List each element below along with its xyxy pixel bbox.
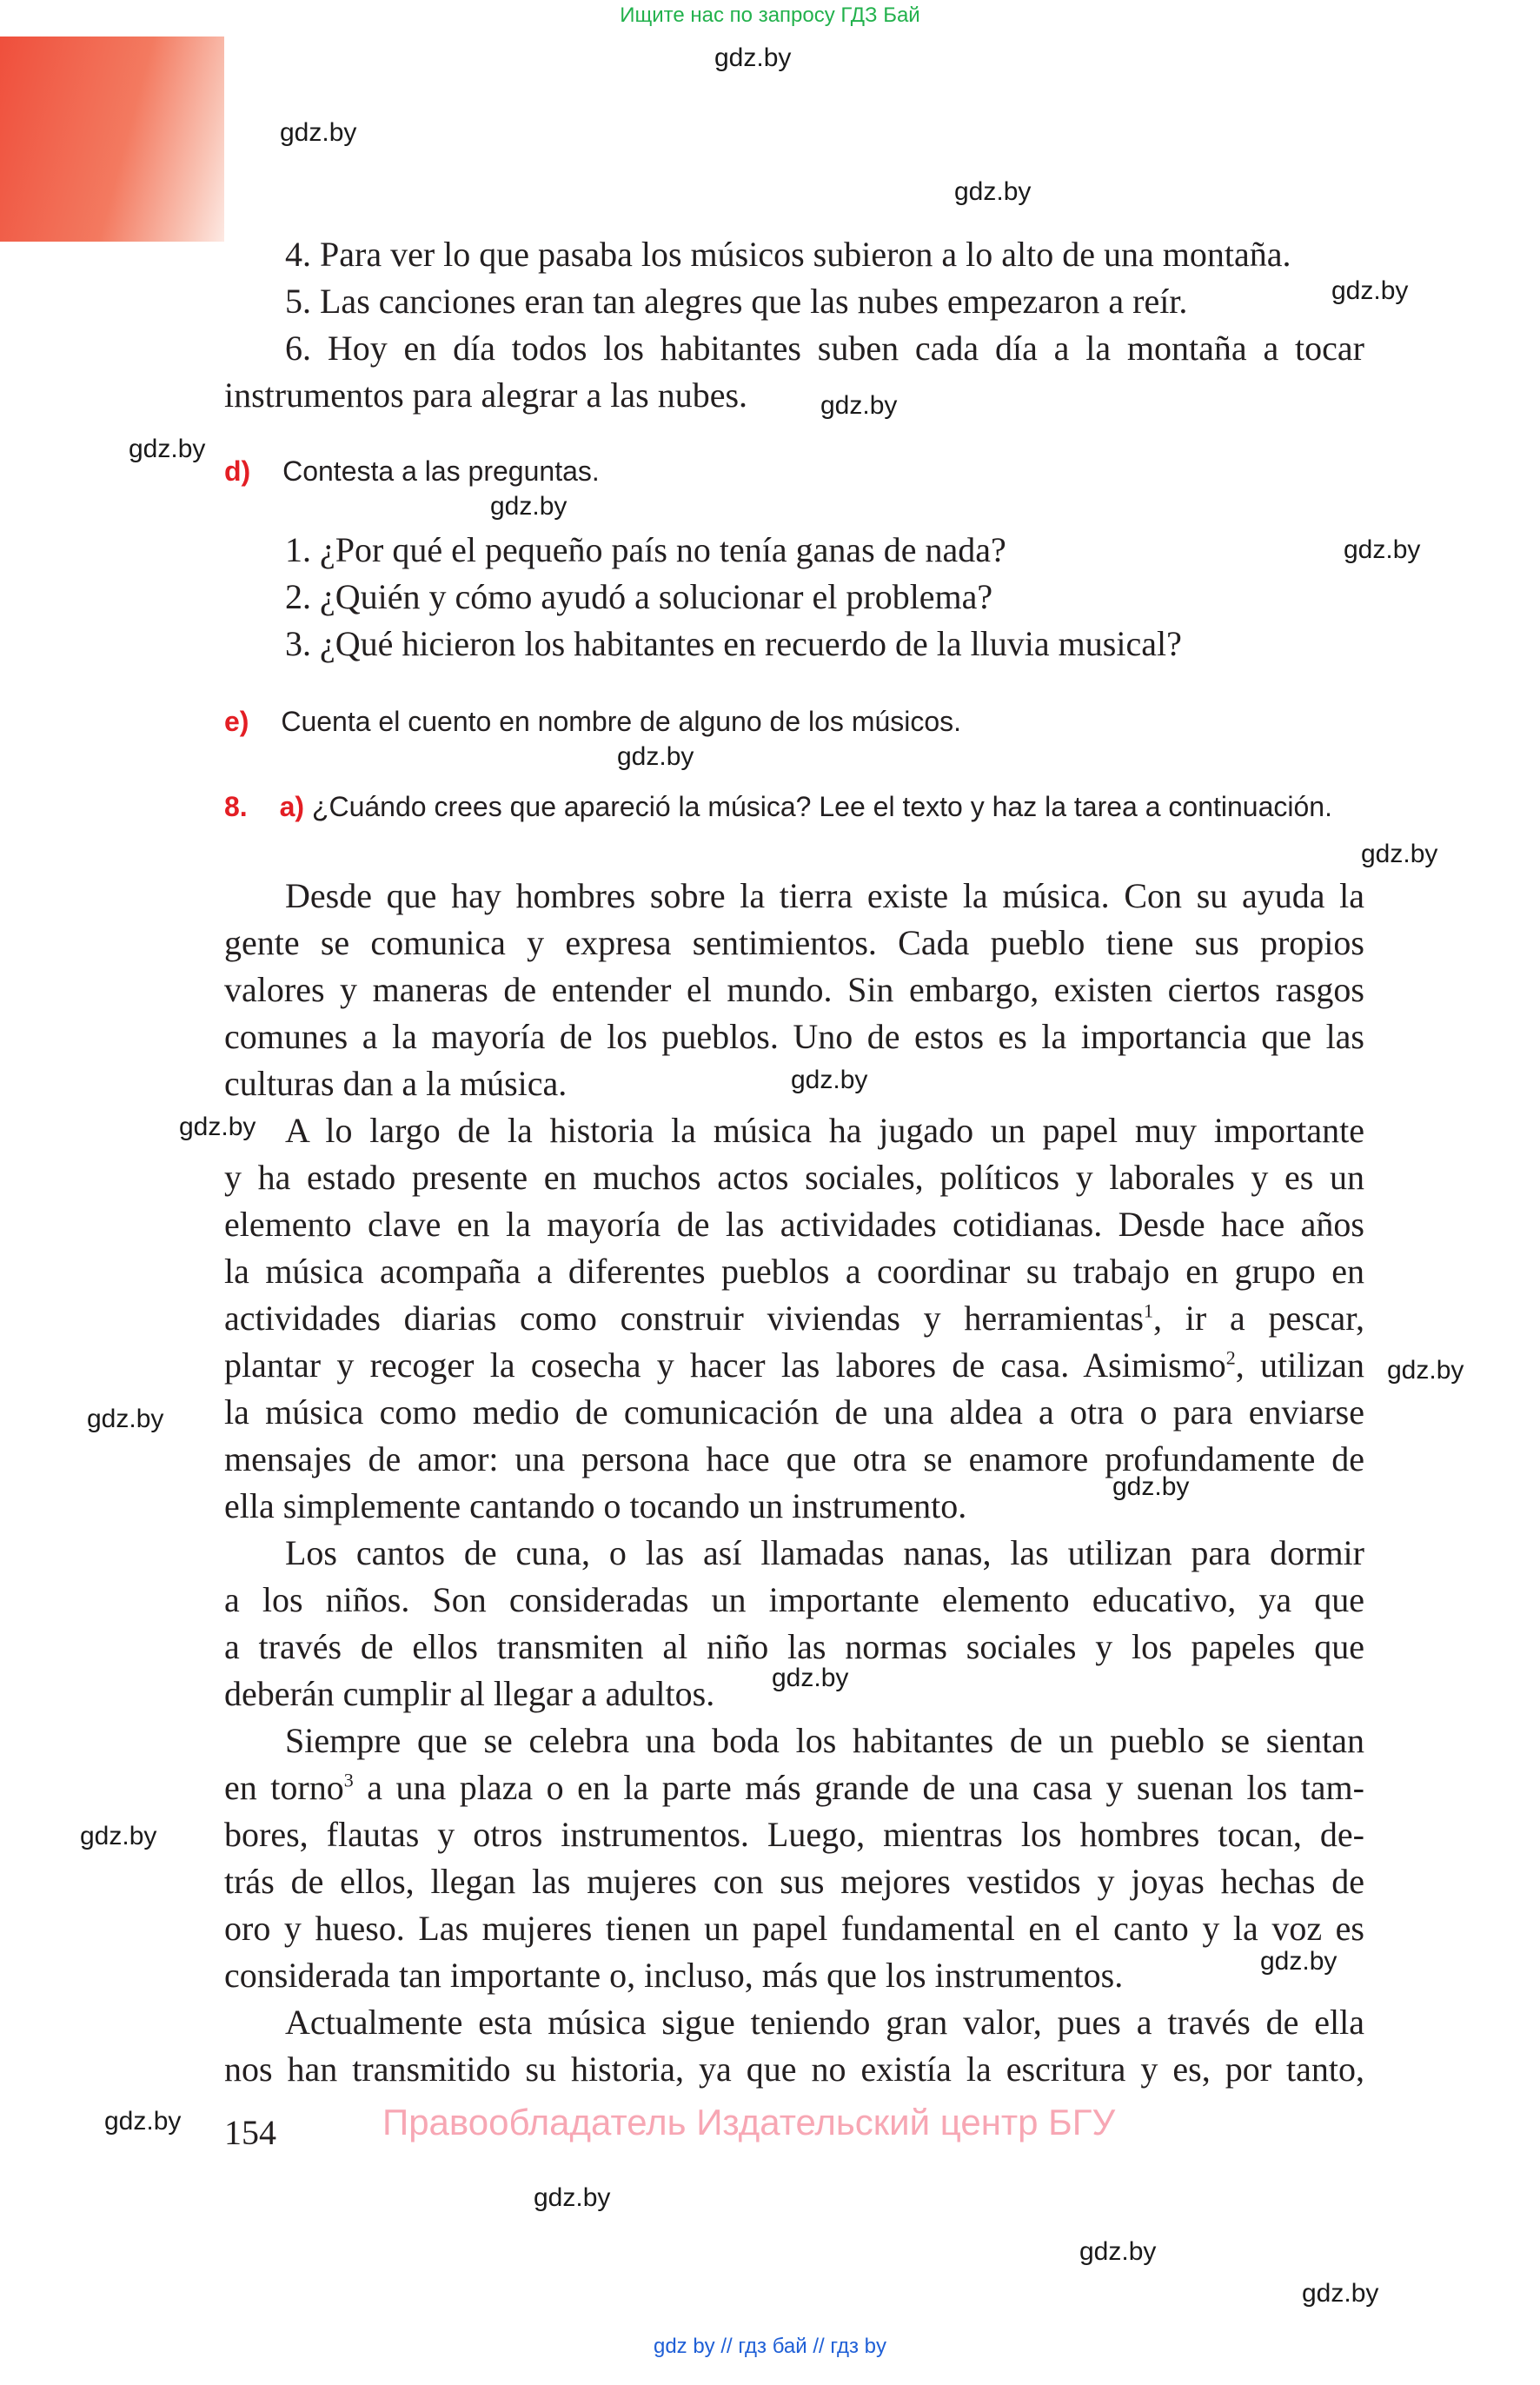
text-line — [224, 1295, 1364, 1342]
task-d-text: Contesta a las preguntas. — [282, 455, 600, 487]
watermark: gdz.by — [490, 492, 568, 521]
watermark: gdz.by — [104, 2107, 182, 2136]
watermark: gdz.by — [714, 43, 792, 72]
task-e — [224, 706, 961, 738]
text-line: la música como medio de comunicación de una aldea a otra o para enviarse — [224, 1392, 1364, 1432]
text-line: bores, flautas y otros instrumentos. Luego, mientras los hombres tocan, de- — [224, 1815, 1364, 1854]
text-line: a través de ellos transmiten al niño las normas sociales y los papeles que — [224, 1627, 1364, 1666]
text-line: considerada tan importante o, incluso, más que los instrumentos. — [224, 1956, 1124, 1995]
footnote-ref: 2 — [1225, 1346, 1236, 1369]
task-8-number: 8. — [224, 791, 248, 822]
watermark: gdz.by — [1112, 1472, 1190, 1501]
story-line: instrumentos para alegrar a las nubes. — [224, 375, 748, 415]
watermark: gdz.by — [80, 1822, 157, 1850]
text-line: culturas dan a la música. — [224, 1064, 568, 1103]
text-line: A lo largo de la historia la música ha jugado un papel muy importante — [285, 1111, 1364, 1150]
question: 3. ¿Qué hicieron los habitantes en recuerdo de la lluvia musical? — [285, 624, 1182, 663]
watermark: gdz.by — [280, 118, 357, 147]
page-number: 154 — [224, 2113, 276, 2152]
text-line: Los cantos de cuna, o las así llamadas nanas, las utilizan para dormir — [285, 1533, 1364, 1572]
watermark: gdz.by — [1344, 535, 1421, 564]
text-line: y ha estado presente en muchos actos sociales, políticos y laborales y es un — [224, 1158, 1364, 1197]
task-8 — [224, 791, 1332, 823]
watermark: gdz.by — [791, 1066, 868, 1094]
text-line: elemento clave en la mayoría de las actividades cotidianas. Desde hace años — [224, 1205, 1364, 1244]
footnote-ref: 1 — [1144, 1299, 1153, 1322]
text-line: gente se comunica y expresa sentimientos. Cada pueblo tiene sus propios — [224, 923, 1364, 962]
watermark: gdz.by — [1079, 2237, 1157, 2266]
text-segment: en torno — [224, 1768, 344, 1807]
story-line: 5. Las canciones eran tan alegres que las nubes empezaron a reír. — [285, 282, 1188, 321]
text-line — [224, 1342, 1364, 1389]
task-e-letter: e) — [224, 706, 249, 737]
text-line: mensajes de amor: una persona hace que otra se enamore profundamente de — [224, 1439, 1364, 1478]
watermark: gdz.by — [772, 1664, 849, 1692]
text-segment: actividades diarias como construir viviendas y herramientas — [224, 1299, 1144, 1338]
watermark: gdz.by — [820, 391, 898, 420]
text-line: valores y maneras de entender el mundo. Sin embargo, existen ciertos rasgos — [224, 970, 1364, 1009]
task-e-text: Cuenta el cuento en nombre de alguno de los músicos. — [281, 706, 962, 737]
text-line: Actualmente esta música sigue teniendo gran valor, pues a través de ella — [285, 2003, 1364, 2042]
story-line: 6. Hoy en día todos los habitantes suben cada día a la montaña a tocar — [285, 329, 1364, 368]
watermark: gdz.by — [179, 1113, 256, 1141]
text-line: trás de ellos, llegan las mujeres con sus mejores vestidos y joyas hechas de — [224, 1862, 1364, 1901]
watermark: gdz.by — [617, 742, 694, 771]
top-banner[interactable]: Ищите нас по запросу ГДЗ Бай — [620, 3, 920, 27]
task-8-text: ¿Cuándo crees que apareció la música? Lee el texto y haz la tarea a continuación. — [311, 791, 1332, 822]
rights-holder: Правообладатель Издательский центр БГУ — [382, 2102, 1116, 2143]
footnote-ref: 3 — [343, 1769, 354, 1791]
text-line: ella simplemente cantando o tocando un instrumento. — [224, 1486, 967, 1525]
text-segment: plantar y recoger la cosecha y hacer las labores de casa. Asimismo — [224, 1345, 1226, 1385]
corner-decoration — [0, 37, 224, 242]
text-line: Desde que hay hombres sobre la tierra existe la música. Con su ayuda la — [285, 876, 1364, 915]
story-line: 4. Para ver lo que pasaba los músicos subieron a lo alto de una montaña. — [285, 235, 1291, 274]
text-segment: a una plaza o en la parte más grande de una casa y suenan los tam- — [353, 1768, 1364, 1807]
question: 2. ¿Quién y cómo ayudó a solucionar el problema? — [285, 577, 993, 616]
text-line: oro y hueso. Las mujeres tienen un papel fundamental en el canto y la voz es — [224, 1909, 1364, 1948]
text-line: la música acompaña a diferentes pueblos a coordinar su trabajo en grupo en — [224, 1252, 1364, 1291]
text-line: a los niños. Son consideradas un importante elemento educativo, ya que — [224, 1580, 1364, 1619]
task-d-letter: d) — [224, 455, 251, 487]
task-d — [224, 455, 600, 488]
watermark: gdz.by — [1361, 840, 1438, 868]
watermark: gdz.by — [1387, 1356, 1464, 1385]
watermark: gdz.by — [1302, 2279, 1379, 2308]
watermark: gdz.by — [87, 1405, 164, 1433]
text-line: comunes a la mayoría de los pueblos. Uno de estos es la importancia que las — [224, 1017, 1364, 1056]
watermark: gdz.by — [954, 177, 1032, 206]
text-segment: , utilizan — [1235, 1345, 1364, 1385]
watermark: gdz.by — [1331, 276, 1409, 305]
text-segment: , ir a pescar, — [1153, 1299, 1365, 1338]
text-line: deberán cumplir al llegar a adultos. — [224, 1674, 715, 1713]
text-line: nos han transmitido su historia, ya que no existía la escritura y es, por tanto, — [224, 2050, 1364, 2089]
watermark: gdz.by — [534, 2183, 611, 2212]
watermark: gdz.by — [1260, 1947, 1338, 1976]
watermark: gdz.by — [129, 435, 206, 463]
question: 1. ¿Por qué el pequeño país no tenía ganas de nada? — [285, 530, 1006, 569]
text-line: Siempre que se celebra una boda los habitantes de un pueblo se sientan — [285, 1721, 1364, 1760]
footer-links[interactable]: gdz by // гдз бай // гдз by — [653, 2335, 887, 2358]
task-8-letter: a) — [279, 791, 305, 822]
text-line — [224, 1764, 1364, 1811]
